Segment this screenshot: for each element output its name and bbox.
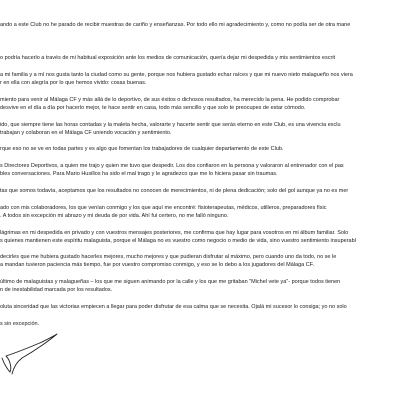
paragraph-line: tas que somos todavía, aceptamos que los resultados no conocen de merecimientos, ni de plena dedicación; solo del gol aunque ya no es mer (0, 188, 349, 194)
paragraph-line: oluta sinceridad que las victorias empiecen a llegar para poder disfrutar de esa calma que se necesita. Ojalá mi sucesor lo consiga; yo no solo (0, 304, 347, 310)
paragraph-9 (0, 205, 327, 220)
paragraph-line: bles conversaciones. Para Mario Husillos ha sido el mal trago y le agradezco que me lo hiciera pasar sin traumas. (0, 170, 278, 177)
paragraph-4 (0, 97, 339, 112)
paragraph-8 (0, 188, 348, 196)
paragraph-12 (0, 279, 340, 294)
paragraph-line: ado con mis colaboradores, los que venían conmigo y los que aquí me encontré: fisioterapeutas, médicos, utilleros, preparadores físic (0, 205, 327, 211)
paragraph-line: ido, que siempre tiene las horas contadas y la maleta hecha, valorarte y hacerte sentir que serás eterno en este Club, es una vivencia exclu (0, 122, 341, 128)
paragraph-10 (0, 230, 356, 245)
paragraph-5 (0, 122, 341, 137)
paragraph-line: trabajan y colaboran en el Málaga CF uniendo vocación y sentimiento. (0, 129, 172, 136)
paragraph-line: s Directores Deportivos, a quien me trajo y quien me tuvo que despedir. Los dos confiaron en la persona y valoraron al entrenador con el pas (0, 163, 344, 169)
paragraph-line: rque eso no se ve en todas partes y es algo que fomentan los trabajadores de cualquier departamento de este Club. (0, 146, 284, 152)
paragraph-line: o podría hacerlo a través de mi habitual exposición ante los medios de comunicación, quería dejar mi despedida y mis sentimientos escrit (0, 55, 336, 61)
signature-icon (0, 320, 60, 380)
paragraph-line: último de malaguistas y malagueñas – los que me siguen animando por la calle y los que me gritaban "Michel vete ya"- porque todos tienen (0, 279, 341, 285)
paragraph-line: r en ella con alegría por lo que hemos vivido: cosas buenas. (0, 79, 147, 86)
paragraph-line: . A todos sin excepción mi abrazo y mi deuda de por vida. Ahí fui certero, no me falló ninguno. (0, 212, 229, 219)
paragraph-line: a mandan tuvieron paciencia más tiempo, fue por vuestro compromiso conmigo, y eso se lo debo a los jugadores del Málaga CF. (0, 261, 314, 268)
paragraph-1 (0, 22, 350, 30)
paragraph-line: miento para venir al Málaga CF y más allá de lo deportivo, de sus éxitos o dichosos resultados, ha merecido la pena. He podido comprobar (0, 97, 340, 103)
paragraph-line: decirles que me hubiera gustado hacerles mejores, mucho mejores y que pudieran disfrutar al máximo, pero cuando uno da todo, no se le (0, 254, 337, 260)
paragraph-6 (0, 146, 283, 154)
paragraph-line: a mi familia y a mí nos gusta tanto la ciudad como su gente, porque nos hubiera gustado echar raíces y que mi nuevo nieto malagueño nos viera (0, 72, 353, 78)
paragraph-line: s sin excepción. (0, 321, 40, 327)
paragraph-line: ando a este Club no he parado de recibir muestras de cariño y enseñanzas. Por todo ello mi agradecimiento y, como no podía ser de otra mane (0, 22, 351, 28)
paragraph-line: s quienes mantienen este espíritu malaguista, porque el Málaga no es vuestro como negocio o medio de vida, sino vuestro sentimiento insuperabl (0, 237, 356, 244)
paragraph-line: desvive en el día a día por hacerlo mejor, te hace sentir en casa, todo más sencillo y que solo te preocupes de estar cómodo. (0, 104, 306, 111)
paragraph-2 (0, 55, 335, 63)
paragraph-7 (0, 163, 344, 178)
paragraph-11 (0, 254, 336, 269)
paragraph-line: lágrimas en mi despedida en privado y con vuestros mensajes posteriores, me confirma que hay lugar para vosotros en mi álbum familiar. Solo (0, 230, 349, 236)
paragraph-line: n de inestabilidad marcada por los resultados. (0, 286, 113, 293)
paragraph-13 (0, 304, 347, 312)
paragraph-3 (0, 72, 353, 87)
